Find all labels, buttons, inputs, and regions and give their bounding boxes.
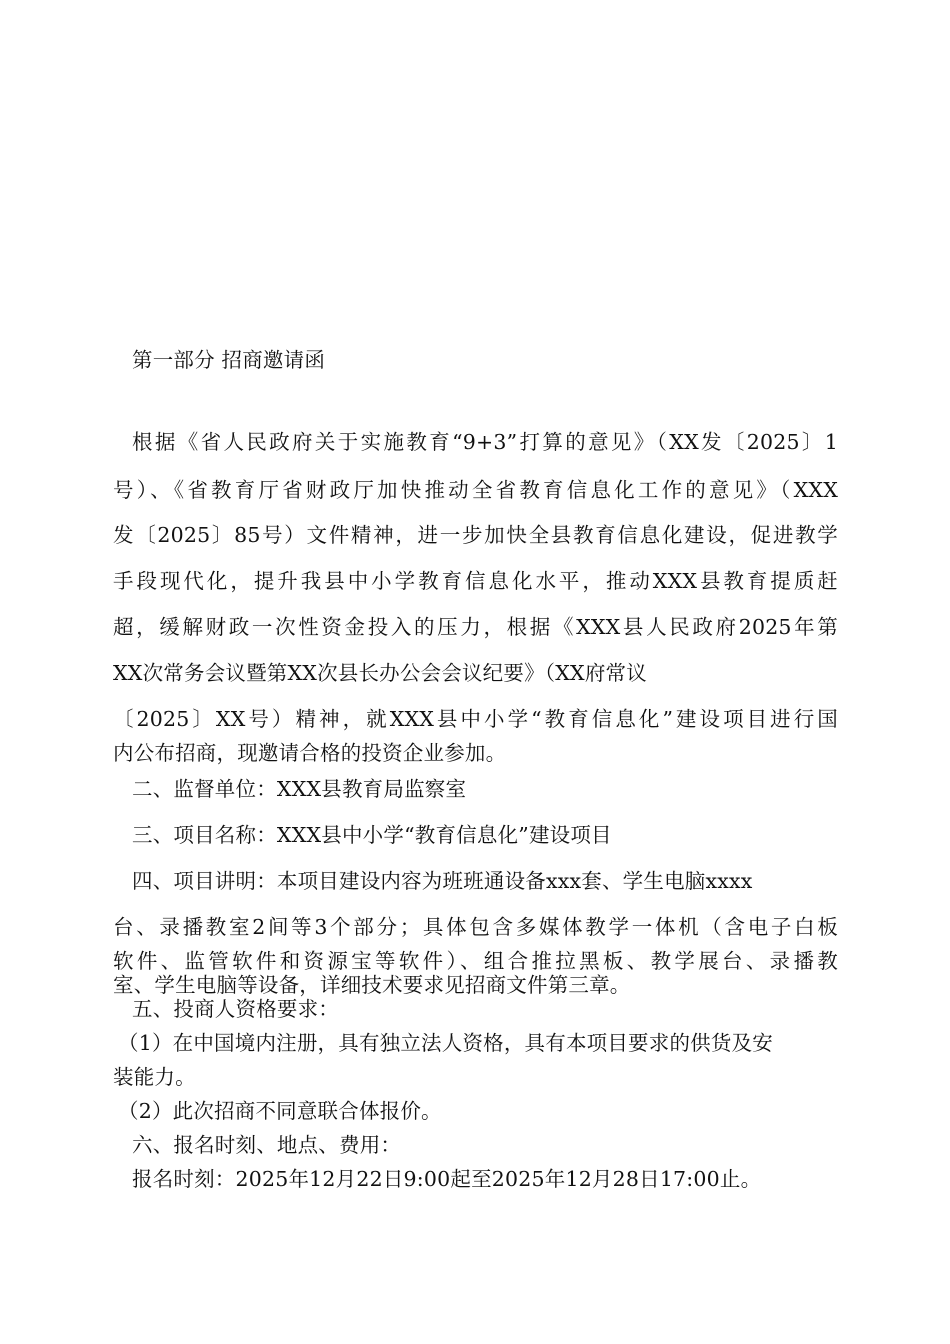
intro-line-1: 根据《省人民政府关于实施教育“9+3”打算的意见》（XX发〔2025〕1: [132, 430, 838, 454]
intro-line-3: 发〔2025〕85号）文件精神，进一步加快全县教育信息化建设，促进教学: [113, 523, 838, 547]
intro-line-7: 〔2025〕XX号）精神，就XXX县中小学“教育信息化”建设项目进行国: [113, 707, 838, 731]
intro-line-6: XX次常务会议暨第XX次县长办公会会议纪要》（XX府常议: [113, 661, 647, 685]
intro-line-8: 内公布招商，现邀请合格的投资企业参加。: [113, 741, 507, 765]
section-title: 第一部分 招商邀请函: [132, 348, 326, 372]
intro-line-2: 号）、《省教育厅省财政厅加快推动全省教育信息化工作的意见》（XXX: [113, 478, 838, 502]
project-desc-line-3: 软件、监管软件和资源宝等软件）、组合推拉黑板、教学展台、录播教: [113, 949, 838, 973]
intro-line-5: 超，缓解财政一次性资金投入的压力，根据《XXX县人民政府2025年第: [113, 615, 838, 639]
qualification-1-line-2: 装能力。: [113, 1065, 196, 1089]
supervision-unit: 二、监督单位：XXX县教育局监察室: [132, 777, 467, 801]
qualification-1-line-1: （1）在中国境内注册，具有独立法人资格，具有本项目要求的供货及安: [118, 1031, 773, 1055]
project-desc-line-2: 台、录播教室2间等3个部分；具体包含多媒体教学一体机（含电子白板: [113, 915, 838, 939]
registration-time: 报名时刻：2025年12月22日9:00起至2025年12月28日17:00止。: [132, 1167, 762, 1191]
qualification-2: （2）此次招商不同意联合体报价。: [118, 1099, 442, 1123]
registration-heading: 六、报名时刻、地点、费用：: [132, 1133, 402, 1157]
intro-line-4: 手段现代化，提升我县中小学教育信息化水平，推动XXX县教育提质赶: [113, 569, 838, 593]
project-desc-line-4: 室、学生电脑等设备，详细技术要求见招商文件第三章。: [113, 973, 631, 997]
project-name: 三、项目名称：XXX县中小学“教育信息化”建设项目: [132, 823, 612, 847]
qualification-heading: 五、投商人资格要求：: [132, 997, 339, 1021]
project-desc-line-1: 四、项目讲明：本项目建设内容为班班通设备xxx套、学生电脑xxxx: [132, 869, 753, 893]
